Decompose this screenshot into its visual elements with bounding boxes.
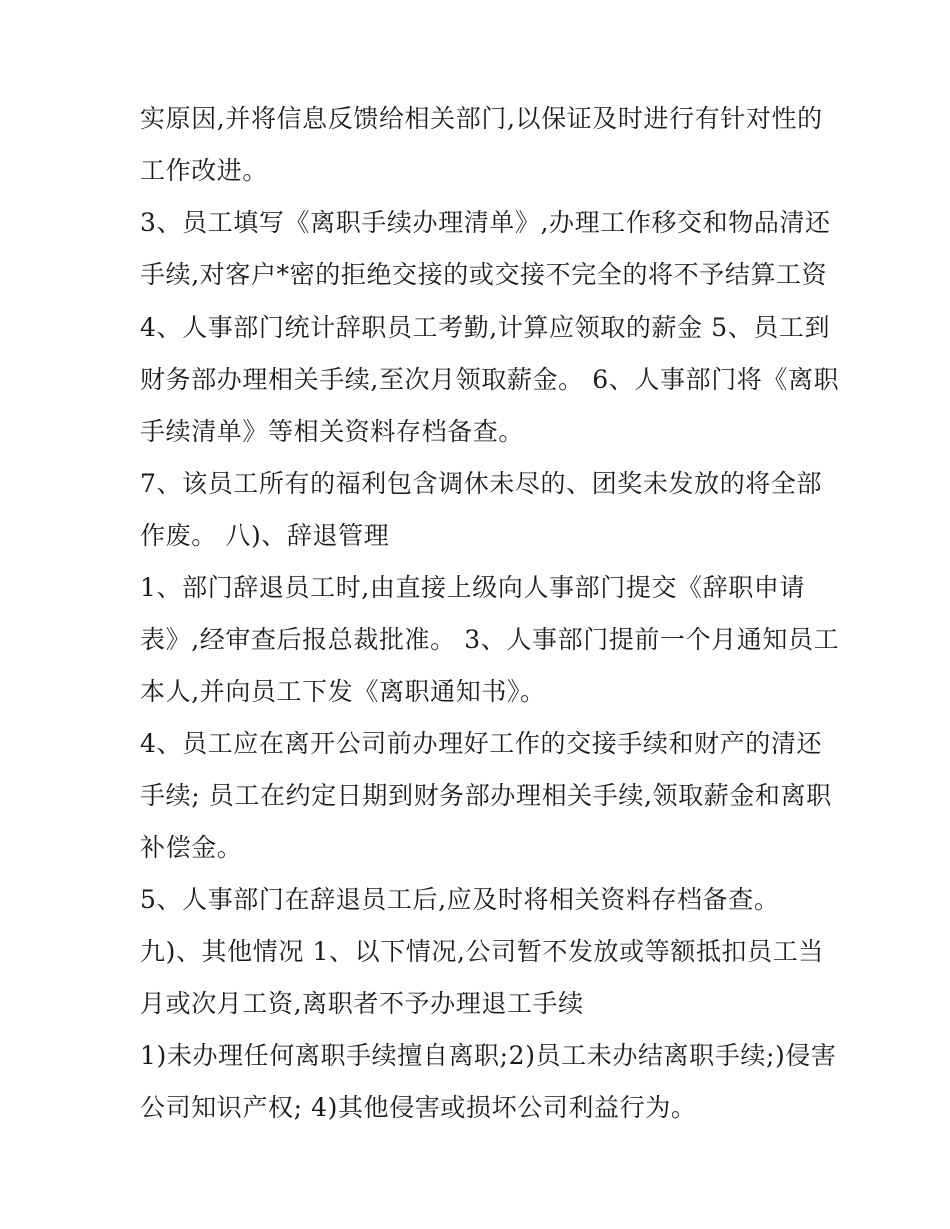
text-line: 月或次月工资,离职者不予办理退工手续 — [140, 989, 584, 1018]
text-line: 7、该员工所有的福利包含调休未尽的、团奖未发放的将全部 — [140, 469, 823, 498]
text-line: 5、人事部门在辞退员工后,应及时将相关资料存档备查。 — [140, 885, 780, 914]
text-line: 4、人事部门统计辞职员工考勤,计算应领取的薪金 5、员工到 — [140, 313, 831, 342]
text-line: 手续清单》等相关资料存档备查。 — [140, 417, 525, 446]
section-heading-line: 作废。 八)、辞退管理 — [140, 521, 390, 550]
text-line: 本人,并向员工下发《离职通知书》。 — [140, 677, 546, 706]
text-line: 1、部门辞退员工时,由直接上级向人事部门提交《辞职申请 — [140, 573, 806, 602]
text-line: 公司知识产权; 4)其他侵害或损坏公司利益行为。 — [140, 1093, 697, 1122]
text-line: 4、员工应在离开公司前办理好工作的交接手续和财产的清还 — [140, 729, 823, 758]
text-line: 实原因,并将信息反馈给相关部门,以保证及时进行有针对性的 — [140, 104, 823, 133]
text-line: 3、员工填写《离职手续办理清单》,办理工作移交和物品清还 — [140, 208, 831, 237]
section-heading-line: 九)、其他情况 1、以下情况,公司暂不发放或等额抵扣员工当 — [140, 937, 824, 966]
text-line: 补偿金。 — [140, 833, 243, 862]
text-line: 1)未办理任何离职手续擅自离职;2)员工未办结离职手续;)侵害 — [140, 1041, 837, 1070]
text-line: 工作改进。 — [140, 156, 269, 185]
text-line: 手续; 员工在约定日期到财务部办理相关手续,领取薪金和离职 — [140, 781, 832, 810]
text-line: 表》,经审查后报总裁批准。 3、人事部门提前一个月通知员工 — [140, 625, 840, 654]
text-line: 手续,对客户*密的拒绝交接的或交接不完全的将不予结算工资 — [140, 260, 828, 289]
text-line: 财务部办理相关手续,至次月领取薪金。 6、人事部门将《离职 — [140, 365, 840, 394]
